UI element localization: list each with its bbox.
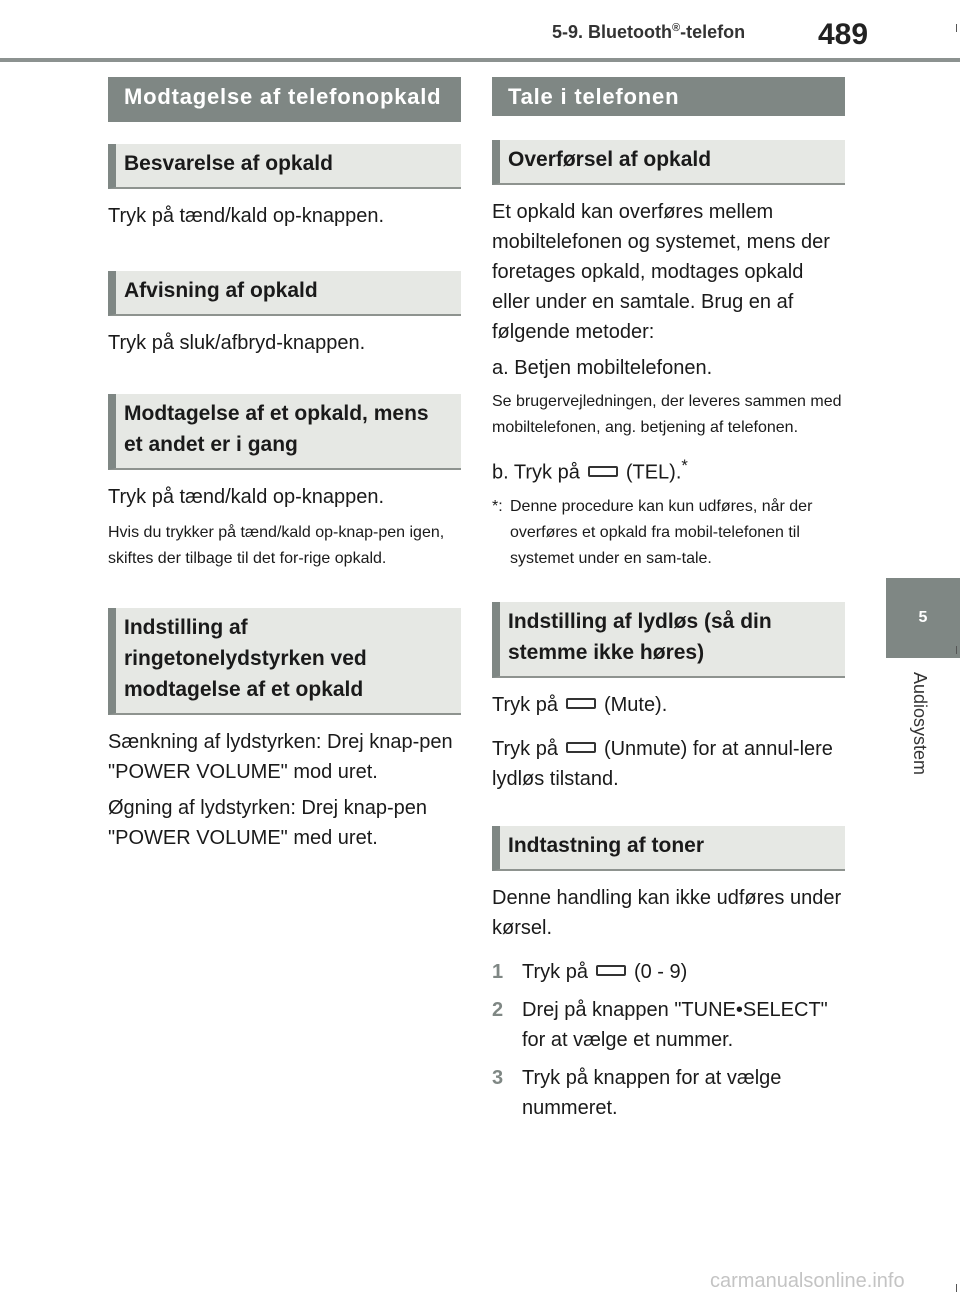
header-rule xyxy=(0,58,960,62)
subheading-mute: Indstilling af lydløs (så din stemme ikke høres) xyxy=(492,602,845,678)
subheading-tones: Indtastning af toner xyxy=(492,826,845,871)
chapter-suffix: -telefon xyxy=(680,22,746,42)
footnote-text: Denne procedure kan kun udføres, når der overføres et opkald fra mobil-telefonen til systemet under en sam-tale. xyxy=(510,497,813,567)
mute-suffix: (Mute). xyxy=(603,693,668,716)
chapter-prefix: 5-9. Bluetooth xyxy=(552,22,672,42)
unmute-prefix: Tryk på xyxy=(492,737,558,760)
page-number: 489 xyxy=(818,18,869,51)
footnote-star: * xyxy=(681,456,688,475)
footnote-mark: *: xyxy=(492,497,503,515)
transfer-option-b-suffix: (TEL). xyxy=(625,461,682,484)
transfer-option-a: a. Betjen mobiltelefonen. xyxy=(492,357,713,379)
crop-mark xyxy=(956,1284,957,1292)
step-2 xyxy=(492,995,845,1055)
left-column xyxy=(108,77,461,859)
step-text: Drej på knappen "TUNE•SELECT" for at vælge et nummer. xyxy=(522,998,828,1051)
section-heading-receiving-calls: Modtagelse af telefonopkald xyxy=(108,77,461,122)
chapter-tab-label: Audiosystem xyxy=(910,672,930,776)
step-3 xyxy=(492,1063,845,1123)
crop-mark xyxy=(956,646,957,654)
transfer-option-b-prefix: b. Tryk på xyxy=(492,461,580,484)
unmute-suffix: (Unmute) for at annul-lere lydløs tilstand. xyxy=(492,737,833,790)
transfer-option-a-note: Se brugervejledningen, der leveres sammen med mobiltelefonen, ang. betjening af telefonen. xyxy=(492,393,842,436)
step-number: 3 xyxy=(492,1066,504,1089)
watermark: carmanualsonline.info xyxy=(710,1270,905,1292)
step-number: 2 xyxy=(492,998,504,1021)
volume-down-text: Sænkning af lydstyrken: Drej knap-pen "POWER VOLUME" mod uret. xyxy=(108,731,453,783)
transfer-option-b xyxy=(492,451,845,488)
transfer-call-text: Et opkald kan overføres mellem mobiltelefonen og systemet, mens der foretages opkald, modtages opkald eller under en samtale. Brug en af følgende metoder: xyxy=(492,201,830,343)
tones-text: Denne handling kan ikke udføres under kørsel. xyxy=(492,886,842,939)
answer-call-text: Tryk på tænd/kald op-knappen. xyxy=(108,205,385,227)
step-number: 1 xyxy=(492,960,504,983)
transfer-footnote xyxy=(492,494,845,572)
chapter-title xyxy=(552,22,745,43)
reject-call-text: Tryk på sluk/afbryd-knappen. xyxy=(108,332,366,354)
unmute-button-icon xyxy=(566,742,596,753)
crop-mark xyxy=(956,24,957,32)
section-heading-talking: Tale i telefonen xyxy=(492,77,845,116)
volume-up-text: Øgning af lydstyrken: Drej knap-pen "POWER VOLUME" med uret. xyxy=(108,797,428,849)
tel-button-icon xyxy=(588,466,618,477)
call-waiting-text: Tryk på tænd/kald op-knappen. xyxy=(108,486,385,508)
registered-mark: ® xyxy=(672,22,681,34)
call-waiting-note: Hvis du trykker på tænd/kald op-knap-pen igen, skiftes der tilbage til det for-rige opkald. xyxy=(108,524,445,567)
right-column xyxy=(492,77,845,1131)
subheading-ringtone-volume: Indstilling af ringetonelydstyrken ved modtagelse af et opkald xyxy=(108,608,461,715)
subheading-reject-call: Afvisning af opkald xyxy=(108,271,461,316)
subheading-transfer-call: Overførsel af opkald xyxy=(492,140,845,185)
keypad-button-icon xyxy=(596,965,626,976)
subheading-answer-call: Besvarelse af opkald xyxy=(108,144,461,189)
mute-prefix: Tryk på xyxy=(492,693,558,716)
step-1 xyxy=(492,957,845,987)
subheading-call-waiting: Modtagelse af et opkald, mens et andet er i gang xyxy=(108,394,461,470)
unmute-text xyxy=(492,734,845,794)
mute-text xyxy=(492,690,845,720)
chapter-tab: 5 xyxy=(886,578,960,658)
step-text: Tryk på knappen for at vælge nummeret. xyxy=(522,1066,782,1119)
step-1-prefix: Tryk på xyxy=(522,960,588,983)
step-text xyxy=(522,957,687,987)
step-1-suffix: (0 - 9) xyxy=(633,960,688,983)
mute-button-icon xyxy=(566,698,596,709)
